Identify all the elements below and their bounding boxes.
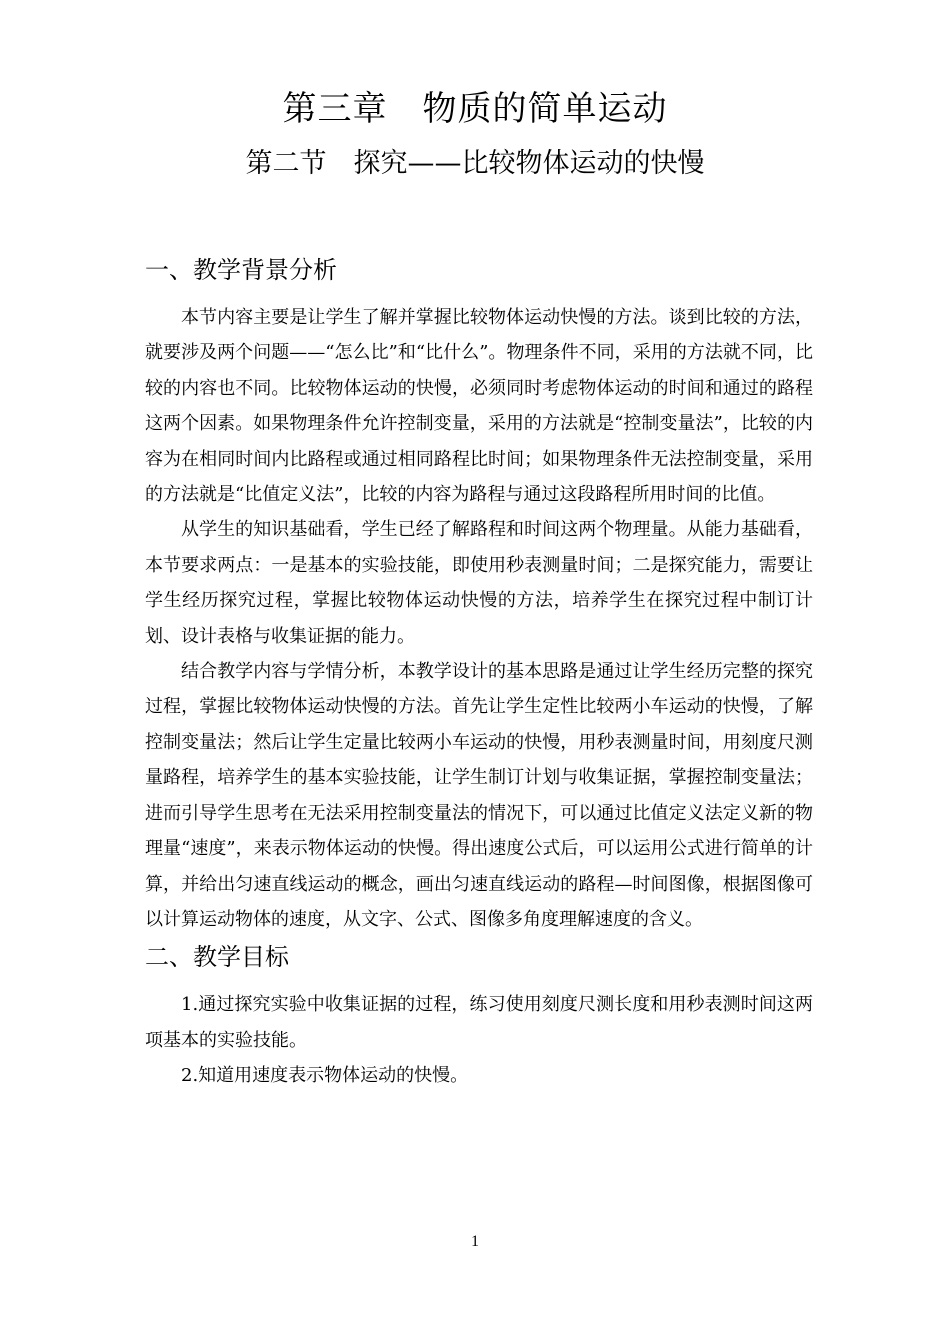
paragraph: 2.知道用速度表示物体运动的快慢。 <box>181 1065 469 1087</box>
paragraph: 从学生的知识基础看，学生已经了解路程和时间这两个物理量。从能力基础看，本节要求两点：一是基本的实验技能，即使用秒表测量时间；二是探究能力，需要让学生经历探究过程，掌握比较物体运动快慢的方法，培养学生在探究过程中制订计划、设计表格与收集证据的能力。 <box>145 519 813 647</box>
chapter-title: 第三章 物质的简单运动 <box>282 89 668 129</box>
heading-teaching-objectives: 二、教学目标 <box>145 943 289 972</box>
paragraph: 1.通过探究实验中收集证据的过程，练习使用刻度尺测长度和用秒表测时间这两项基本的实验技能。 <box>145 994 813 1051</box>
section-title: 第二节 探究——比较物体运动的快慢 <box>245 148 705 179</box>
paragraph: 本节内容主要是让学生了解并掌握比较物体运动快慢的方法。谈到比较的方法，就要涉及两个问题——“怎么比”和“比什么”。物理条件不同，采用的方法就不同，比较的内容也不同。比较物体运动的快慢，必须同时考虑物体运动的时间和通过的路程这两个因素。如果物理条件允许控制变量，采用的方法就是“控制变量法”，比较的内容为在相同时间内比路程或通过相同路程比时间；如果物理条件无法控制变量，采用的方法就是“比值定义法”，比较的内容为路程与通过这段路程所用时间的比值。 <box>145 307 813 506</box>
document-body <box>145 250 813 1094</box>
paragraph: 结合教学内容与学情分析，本教学设计的基本思路是通过让学生经历完整的探究过程，掌握比较物体运动快慢的方法。首先让学生定性比较两小车运动的快慢，了解控制变量法；然后让学生定量比较两小车运动的快慢，用秒表测量时间，用刻度尺测量路程，培养学生的基本实验技能，让学生制订计划与收集证据，掌握控制变量法；进而引导学生思考在无法采用控制变量法的情况下，可以通过比值定义法定义新的物理量“速度”，来表示物体运动的快慢。得出速度公式后，可以运用公式进行简单的计算，并给出匀速直线运动的概念，画出匀速直线运动的路程—时间图像，根据图像可以计算运动物体的速度，从文字、公式、图像多角度理解速度的含义。 <box>145 661 813 930</box>
page-number: 1 <box>471 1233 479 1250</box>
heading-teaching-background: 一、教学背景分析 <box>145 256 337 284</box>
